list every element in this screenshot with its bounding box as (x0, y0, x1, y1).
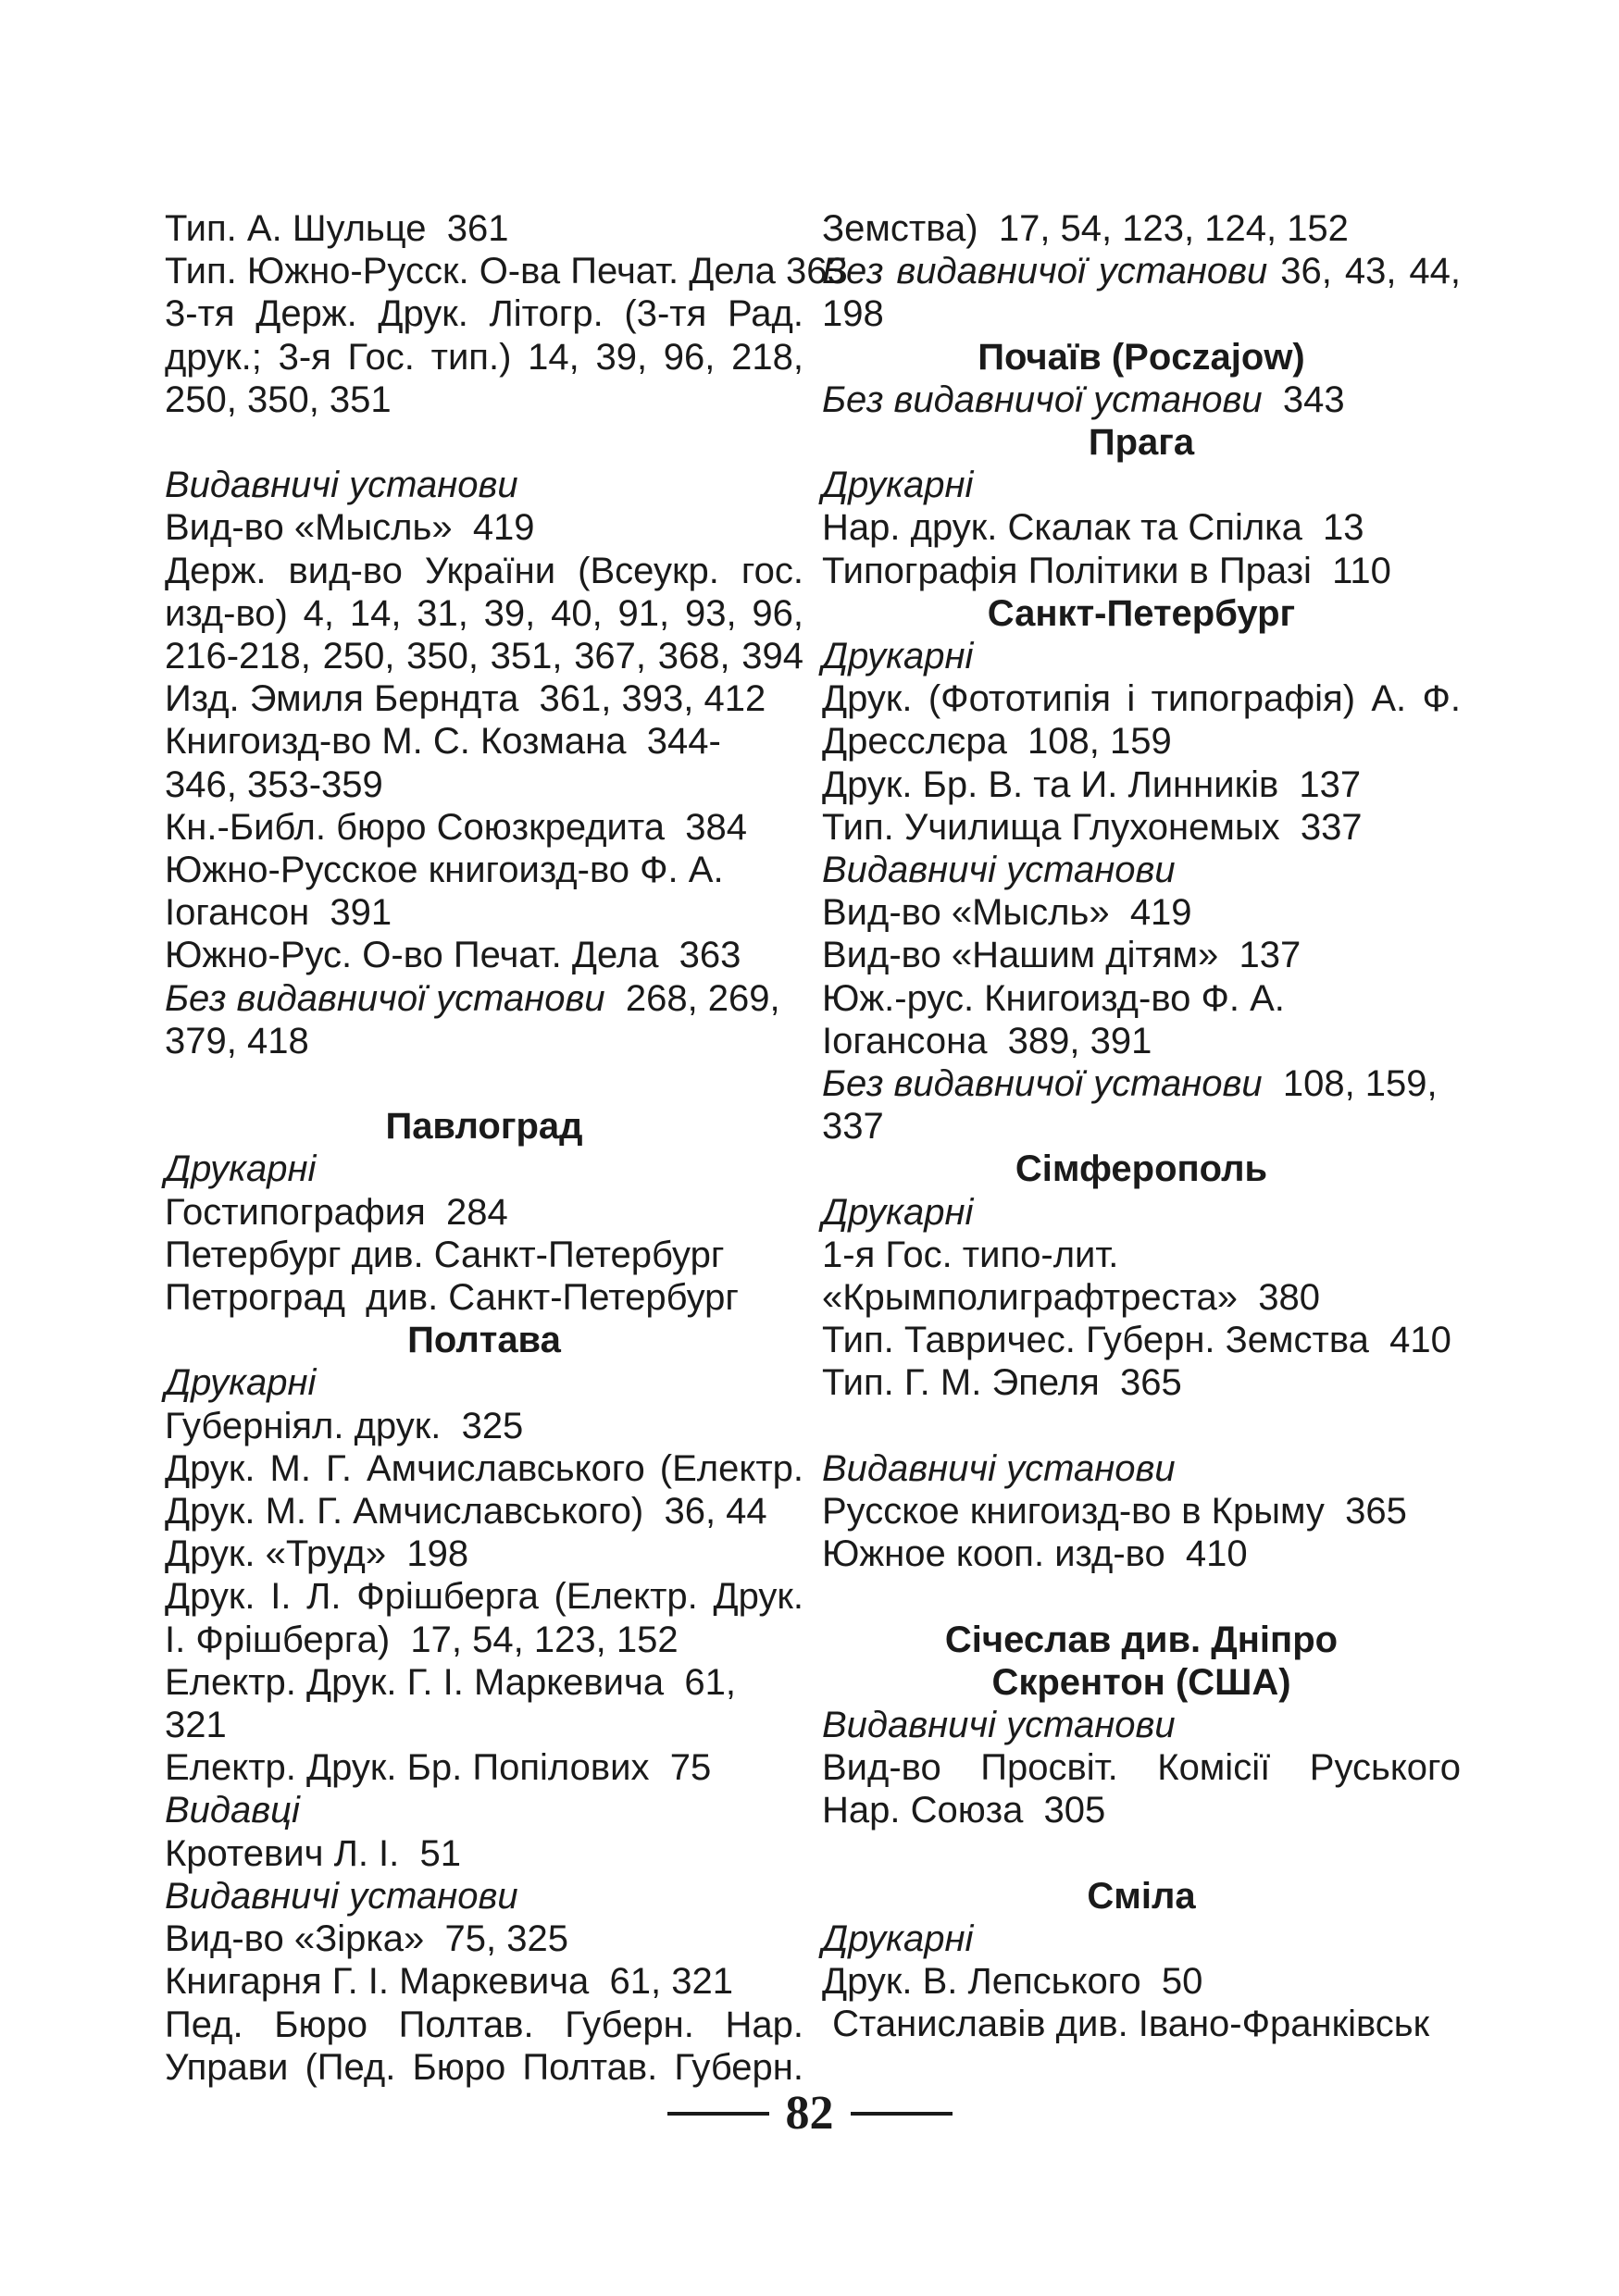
category-label: Видавничі установи (822, 850, 1176, 891)
index-entry: І. Фрішберга) 17, 54, 123, 152 (165, 1619, 679, 1660)
category-label: Без видавничої установи (822, 379, 1283, 420)
category-label: Видавничі установи (165, 1875, 518, 1917)
index-entry: Южно-Рус. О-во Печат. Дела 363 (165, 935, 741, 976)
blank-line (822, 1832, 1461, 1875)
index-entry: Изд. Эмиля Берндта 361, 393, 412 (165, 678, 766, 720)
index-entry (822, 379, 1461, 421)
index-entry: Вид-во «Мысль» 419 (822, 892, 1192, 934)
page-number: 82 (785, 2087, 834, 2140)
index-entry: «Крымполиграфтреста» 380 (822, 1277, 1321, 1319)
category-label: Видавці (165, 1790, 300, 1831)
index-entry (822, 250, 1461, 292)
blank-line (165, 1062, 803, 1105)
index-entry: Друк. І. Л. Фрішберга (Електр. Друк. (165, 1576, 803, 1618)
category-label: Видавничі установи (822, 1705, 1176, 1746)
index-entry: Тип. Тавричес. Губерн. Земства 410 (822, 1320, 1451, 1361)
index-entry: изд-во) 4, 14, 31, 39, 40, 91, 93, 96, (165, 592, 803, 634)
index-entry: Держ. вид-во України (Всеукр. гос. (165, 550, 803, 591)
section-heading: Січеслав див. Дніпро (944, 1619, 1339, 1660)
index-entry: Електр. Друк. Бр. Попілових 75 (165, 1747, 712, 1789)
index-entry: Друк. М. Г. Амчиславського (Електр. (165, 1447, 803, 1489)
index-entry: 379, 418 (165, 1020, 309, 1061)
index-entry: 198 (822, 293, 884, 335)
index-entry: Тип. Южно-Русск. О-ва Печат. Дела 363 (165, 251, 848, 292)
category-label: Друкарні (822, 465, 974, 506)
page-refs: 268, 269, (625, 977, 780, 1019)
section-heading: Сімферополь (1015, 1148, 1268, 1190)
right-column (822, 207, 1461, 2046)
index-entry: Гостипография 284 (165, 1191, 508, 1233)
category-label: Без видавничої установи (165, 977, 626, 1019)
page-refs: 343 (1282, 379, 1345, 420)
index-entry: Вид-во Просвіт. Комісії Руського (822, 1747, 1461, 1789)
index-entry: Тип. Училища Глухонемых 337 (822, 806, 1363, 848)
section-heading: Полтава (407, 1320, 561, 1361)
index-entry: Іогансон 391 (165, 892, 392, 934)
index-entry (165, 977, 803, 1020)
index-entry: Друк. В. Лепського 50 (822, 1961, 1203, 2003)
category-label: Видавничі установи (822, 1447, 1176, 1489)
section-heading: Павлоград (385, 1106, 583, 1148)
index-entry: Типографія Політики в Празі 110 (822, 550, 1391, 591)
page-refs: 108, 159, (1282, 1063, 1438, 1105)
blank-line (822, 1575, 1461, 1618)
category-label: Друкарні (165, 1148, 317, 1190)
index-entry: 1-я Гос. типо-лит. (822, 1234, 1119, 1275)
index-entry: Вид-во «Мысль» 419 (165, 507, 535, 549)
category-label: Друкарні (822, 1918, 974, 1960)
index-entry: Кн.-Библ. бюро Союзкредита 384 (165, 806, 747, 848)
category-label: Друкарні (822, 1191, 974, 1233)
index-entry: Земства) 17, 54, 123, 124, 152 (822, 208, 1349, 249)
section-heading: Прага (1088, 422, 1195, 464)
index-entry: Тип. Г. М. Эпеля 365 (822, 1362, 1182, 1404)
index-entry: Юж.-рус. Книгоизд-во Ф. А. (822, 977, 1285, 1019)
category-label: Видавничі установи (165, 465, 518, 506)
section-heading: Скрентон (США) (991, 1661, 1291, 1703)
index-entry: Вид-во «Нашим дітям» 137 (822, 935, 1301, 976)
index-entry: Іогансона 389, 391 (822, 1020, 1152, 1061)
index-entry: Пед. Бюро Полтав. Губерн. Нар. (165, 2004, 803, 2045)
page-refs: 36, 43, 44, (1280, 251, 1462, 292)
index-entry: Книгоизд-во М. С. Козмана 344- (165, 721, 721, 763)
blank-line (822, 1405, 1461, 1447)
index-entry: Южное кооп. изд-во 410 (822, 1533, 1248, 1575)
category-label: Без видавничої установи (822, 251, 1281, 292)
index-entry: Южно-Русское книгоизд-во Ф. А. (165, 850, 724, 891)
index-entry: Дресслєра 108, 159 (822, 721, 1172, 763)
footer-rule-right (851, 2112, 953, 2116)
index-entry: Друк. Бр. В. та И. Линників 137 (822, 763, 1362, 805)
index-entry: 321 (165, 1705, 227, 1746)
page-footer (0, 2086, 1619, 2141)
index-entry: Тип. А. Шульце 361 (165, 208, 509, 249)
blank-line (165, 421, 803, 464)
section-heading: Сміла (1087, 1875, 1196, 1917)
section-heading: Санкт-Петербург (987, 592, 1296, 634)
index-entry: Електр. Друк. Г. І. Маркевича 61, (165, 1661, 736, 1703)
index-entry: Станиславів див. Івано-Франківськ (822, 2004, 1430, 2045)
index-entry: 250, 350, 351 (165, 379, 392, 420)
index-entry: Петроград див. Санкт-Петербург (165, 1277, 739, 1319)
index-entry: 3-тя Держ. Друк. Літогр. (3-тя Рад. (165, 293, 803, 335)
index-entry: Кротевич Л. І. 51 (165, 1832, 461, 1874)
index-entry: Нар. друк. Скалак та Спілка 13 (822, 507, 1364, 549)
index-entry: Губерніял. друк. 325 (165, 1405, 524, 1446)
section-heading: Почаїв (Poczajow) (978, 336, 1305, 378)
index-entry: Русское книгоизд-во в Крыму 365 (822, 1491, 1407, 1533)
index-entry: Друк. «Труд» 198 (165, 1533, 469, 1575)
index-entry: Друк. (Фототипія і типографія) А. Ф. (822, 678, 1461, 720)
index-entry: 216-218, 250, 350, 351, 367, 368, 394 (165, 636, 803, 677)
index-entry: Петербург див. Санкт-Петербург (165, 1234, 725, 1275)
left-column (165, 207, 848, 2089)
index-entry: 337 (822, 1106, 884, 1148)
footer-rule-left (667, 2112, 769, 2116)
category-label: Без видавничої установи (822, 1063, 1283, 1105)
index-entry: Нар. Союза 305 (822, 1790, 1106, 1831)
index-entry: 346, 353-359 (165, 763, 383, 805)
index-entry (822, 1062, 1461, 1105)
category-label: Друкарні (165, 1362, 317, 1404)
index-entry: Управи (Пед. Бюро Полтав. Губерн. (165, 2046, 803, 2088)
category-label: Друкарні (822, 636, 974, 677)
index-entry: Вид-во «Зірка» 75, 325 (165, 1918, 568, 1960)
index-entry: друк.; 3-я Гос. тип.) 14, 39, 96, 218, (165, 336, 803, 378)
index-entry: Друк. М. Г. Амчиславського) 36, 44 (165, 1491, 767, 1533)
index-entry: Книгарня Г. І. Маркевича 61, 321 (165, 1961, 733, 2003)
